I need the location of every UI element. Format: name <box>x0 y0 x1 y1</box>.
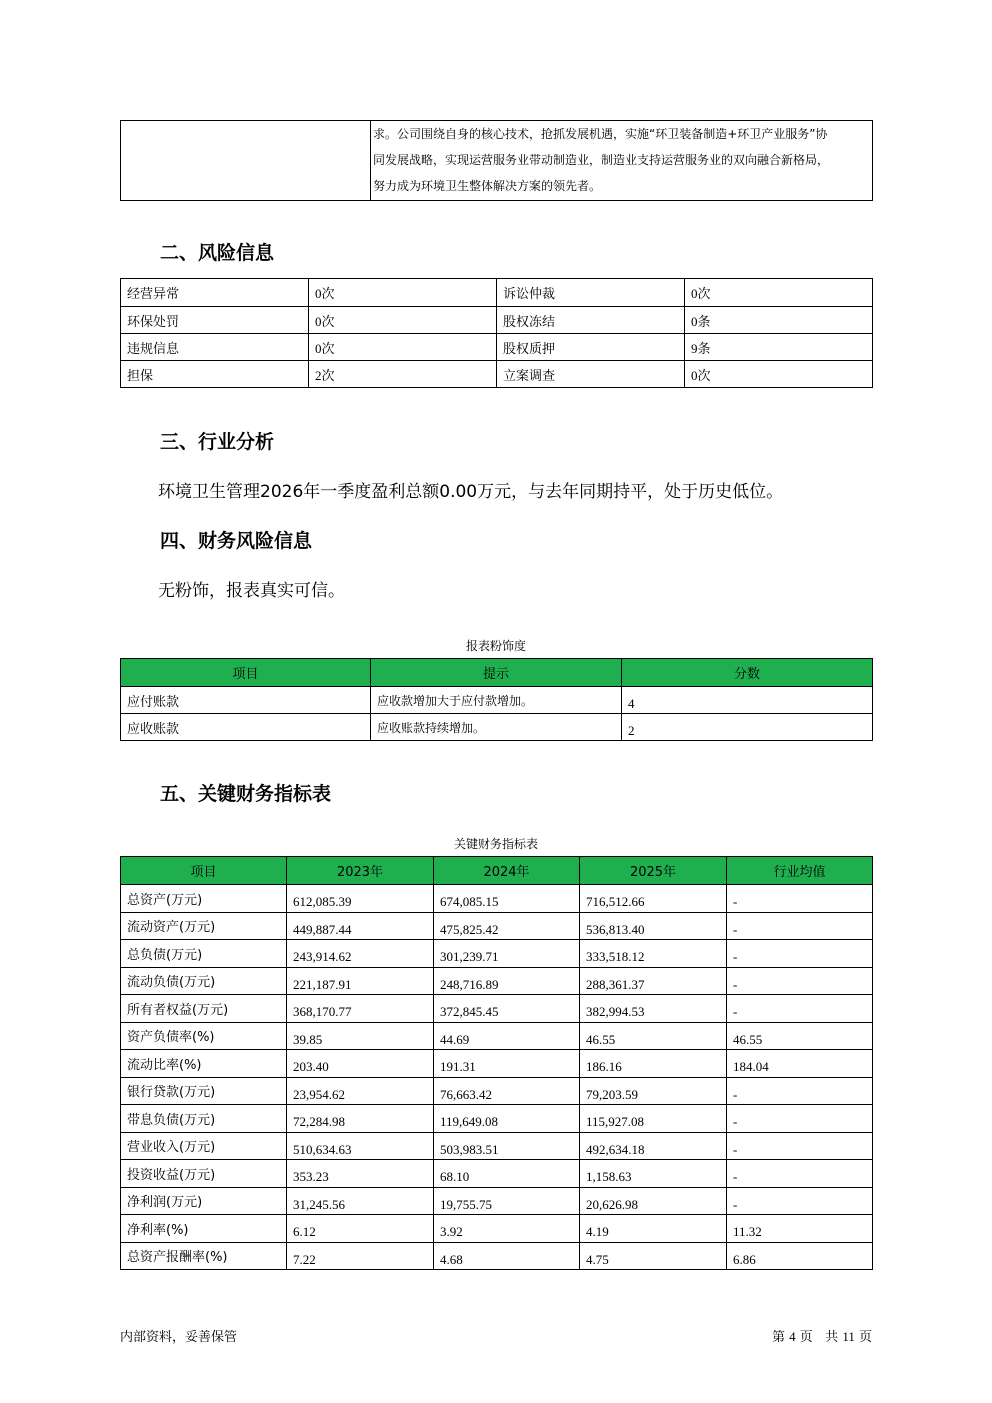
header-2024: 2024年 <box>434 857 580 885</box>
metric-2025: 382,994.53 <box>580 995 727 1023</box>
whitewash-score: 4 <box>622 687 873 714</box>
metric-name: 流动比率(%) <box>121 1050 287 1078</box>
metric-industry-avg: - <box>727 1187 873 1215</box>
metric-2025: 20,626.98 <box>580 1187 727 1215</box>
metric-2023: 221,187.91 <box>287 967 434 995</box>
risk-value: 9条 <box>685 334 873 361</box>
whitewash-header-row <box>121 659 873 687</box>
metric-2024: 68.10 <box>434 1160 580 1188</box>
intro-empty-cell <box>121 121 371 201</box>
metric-2024: 19,755.75 <box>434 1187 580 1215</box>
metric-2025: 186.16 <box>580 1050 727 1078</box>
metrics-row <box>121 940 873 968</box>
metric-industry-avg: - <box>727 885 873 913</box>
metrics-row <box>121 1242 873 1270</box>
page-unit: 页 <box>799 1330 813 1345</box>
metric-industry-avg: 6.86 <box>727 1242 873 1270</box>
metric-name: 营业收入(万元) <box>121 1132 287 1160</box>
total-unit: 页 <box>858 1330 872 1345</box>
section-title-industry: 三、行业分析 <box>160 431 275 453</box>
metrics-header-row <box>121 857 873 885</box>
metric-2023: 353.23 <box>287 1160 434 1188</box>
metrics-row <box>121 885 873 913</box>
metric-industry-avg: - <box>727 912 873 940</box>
metric-2025: 46.55 <box>580 1022 727 1050</box>
metric-2024: 191.31 <box>434 1050 580 1078</box>
key-metrics-table-caption: 关键财务指标表 <box>453 837 538 851</box>
financial-risk-text: 无粉饰，报表真实可信。 <box>158 581 345 601</box>
metrics-row <box>121 967 873 995</box>
risk-row <box>121 334 873 361</box>
whitewash-table <box>120 658 873 741</box>
metric-2023: 72,284.98 <box>287 1105 434 1133</box>
intro-line: 努力成为环境卫生整体解决方案的领先者。 <box>373 179 602 193</box>
intro-table <box>120 120 873 201</box>
metrics-row <box>121 995 873 1023</box>
metric-2025: 333,518.12 <box>580 940 727 968</box>
total-pages: 11 <box>842 1329 855 1344</box>
metric-2023: 39.85 <box>287 1022 434 1050</box>
metrics-body <box>121 885 873 1270</box>
metric-2025: 79,203.59 <box>580 1077 727 1105</box>
metric-2024: 76,663.42 <box>434 1077 580 1105</box>
header-2025: 2025年 <box>580 857 727 885</box>
metric-2025: 1,158.63 <box>580 1160 727 1188</box>
metric-name: 带息负债(万元) <box>121 1105 287 1133</box>
metric-name: 总负债(万元) <box>121 940 287 968</box>
metric-2024: 475,825.42 <box>434 912 580 940</box>
whitewash-table-caption: 报表粉饰度 <box>465 639 526 653</box>
header-hint: 提示 <box>371 659 622 687</box>
metric-2025: 716,512.66 <box>580 885 727 913</box>
metric-name: 投资收益(万元) <box>121 1160 287 1188</box>
header-industry-avg: 行业均值 <box>727 857 873 885</box>
risk-row <box>121 307 873 334</box>
metric-2024: 301,239.71 <box>434 940 580 968</box>
metric-industry-avg: - <box>727 1160 873 1188</box>
whitewash-row <box>121 714 873 741</box>
header-2023: 2023年 <box>287 857 434 885</box>
metric-2024: 4.68 <box>434 1242 580 1270</box>
intro-line: 求。公司围绕自身的核心技术，抢抓发展机遇，实施“环卫装备制造+环卫产业服务”协 <box>373 127 828 141</box>
risk-row <box>121 279 873 307</box>
risk-value: 0条 <box>685 307 873 334</box>
industry-analysis-text: 环境卫生管理2026年一季度盈利总额0.00万元，与去年同期持平，处于历史低位。 <box>158 482 784 502</box>
metric-2023: 612,085.39 <box>287 885 434 913</box>
metric-name: 银行贷款(万元) <box>121 1077 287 1105</box>
whitewash-hint: 应收账款持续增加。 <box>371 714 622 741</box>
metric-2024: 3.92 <box>434 1215 580 1243</box>
whitewash-item: 应付账款 <box>121 687 371 714</box>
metric-2023: 510,634.63 <box>287 1132 434 1160</box>
metric-name: 净利润(万元) <box>121 1187 287 1215</box>
risk-row <box>121 361 873 388</box>
risk-label: 担保 <box>121 361 309 388</box>
metric-2023: 7.22 <box>287 1242 434 1270</box>
metric-name: 净利率(%) <box>121 1215 287 1243</box>
risk-value: 0次 <box>685 361 873 388</box>
total-prefix: 共 <box>825 1330 839 1345</box>
metric-industry-avg: - <box>727 940 873 968</box>
metric-2023: 203.40 <box>287 1050 434 1078</box>
metric-industry-avg: - <box>727 1077 873 1105</box>
risk-label: 违规信息 <box>121 334 309 361</box>
metric-industry-avg: 11.32 <box>727 1215 873 1243</box>
whitewash-hint: 应收款增加大于应付款增加。 <box>371 687 622 714</box>
metrics-row <box>121 1050 873 1078</box>
metrics-row <box>121 1132 873 1160</box>
risk-label: 股权冻结 <box>497 307 685 334</box>
metric-name: 流动资产(万元) <box>121 912 287 940</box>
metric-2023: 23,954.62 <box>287 1077 434 1105</box>
metric-industry-avg: - <box>727 995 873 1023</box>
metric-industry-avg: 184.04 <box>727 1050 873 1078</box>
risk-label: 立案调查 <box>497 361 685 388</box>
metrics-row <box>121 1105 873 1133</box>
header-item: 项目 <box>121 659 371 687</box>
metric-industry-avg: - <box>727 967 873 995</box>
risk-value: 0次 <box>309 279 497 307</box>
metric-2025: 4.19 <box>580 1215 727 1243</box>
page-prefix: 第 <box>771 1330 785 1345</box>
metric-name: 流动负债(万元) <box>121 967 287 995</box>
metric-2023: 31,245.56 <box>287 1187 434 1215</box>
section-title-financial-risk: 四、财务风险信息 <box>160 530 313 552</box>
metrics-row <box>121 1187 873 1215</box>
metrics-row <box>121 1160 873 1188</box>
intro-line: 同发展战略，实现运营服务业带动制造业，制造业支持运营服务业的双向融合新格局， <box>373 153 830 167</box>
page-indicator <box>772 1326 872 1345</box>
key-metrics-table <box>120 856 873 1270</box>
risk-label: 经营异常 <box>121 279 309 307</box>
section-title-risk: 二、风险信息 <box>160 242 275 264</box>
risk-label: 诉讼仲裁 <box>497 279 685 307</box>
metric-name: 资产负债率(%) <box>121 1022 287 1050</box>
risk-label: 环保处罚 <box>121 307 309 334</box>
whitewash-row <box>121 687 873 714</box>
metric-name: 总资产(万元) <box>121 885 287 913</box>
risk-value: 0次 <box>309 334 497 361</box>
metric-industry-avg: - <box>727 1105 873 1133</box>
metric-2023: 243,914.62 <box>287 940 434 968</box>
metric-2023: 6.12 <box>287 1215 434 1243</box>
risk-value: 2次 <box>309 361 497 388</box>
risk-table <box>120 278 873 388</box>
metrics-row <box>121 1215 873 1243</box>
metric-2024: 674,085.15 <box>434 885 580 913</box>
metric-2024: 119,649.08 <box>434 1105 580 1133</box>
section-title-key-metrics: 五、关键财务指标表 <box>160 783 332 805</box>
metrics-row <box>121 1077 873 1105</box>
metric-industry-avg: 46.55 <box>727 1022 873 1050</box>
risk-value: 0次 <box>309 307 497 334</box>
metric-industry-avg: - <box>727 1132 873 1160</box>
metric-2025: 492,634.18 <box>580 1132 727 1160</box>
metric-2023: 368,170.77 <box>287 995 434 1023</box>
header-score: 分数 <box>622 659 873 687</box>
metric-2023: 449,887.44 <box>287 912 434 940</box>
footer-note: 内部资料，妥善保管 <box>120 1330 238 1345</box>
metric-2024: 44.69 <box>434 1022 580 1050</box>
risk-value: 0次 <box>685 279 873 307</box>
metric-name: 总资产报酬率(%) <box>121 1242 287 1270</box>
metric-2024: 372,845.45 <box>434 995 580 1023</box>
page-number: 4 <box>789 1329 796 1344</box>
metrics-row <box>121 1022 873 1050</box>
header-item: 项目 <box>121 857 287 885</box>
intro-text-cell <box>371 121 873 201</box>
risk-label: 股权质押 <box>497 334 685 361</box>
whitewash-score: 2 <box>622 714 873 741</box>
metric-2024: 503,983.51 <box>434 1132 580 1160</box>
whitewash-item: 应收账款 <box>121 714 371 741</box>
metric-2025: 288,361.37 <box>580 967 727 995</box>
metric-name: 所有者权益(万元) <box>121 995 287 1023</box>
metric-2025: 536,813.40 <box>580 912 727 940</box>
metric-2025: 4.75 <box>580 1242 727 1270</box>
metrics-row <box>121 912 873 940</box>
metric-2024: 248,716.89 <box>434 967 580 995</box>
metric-2025: 115,927.08 <box>580 1105 727 1133</box>
